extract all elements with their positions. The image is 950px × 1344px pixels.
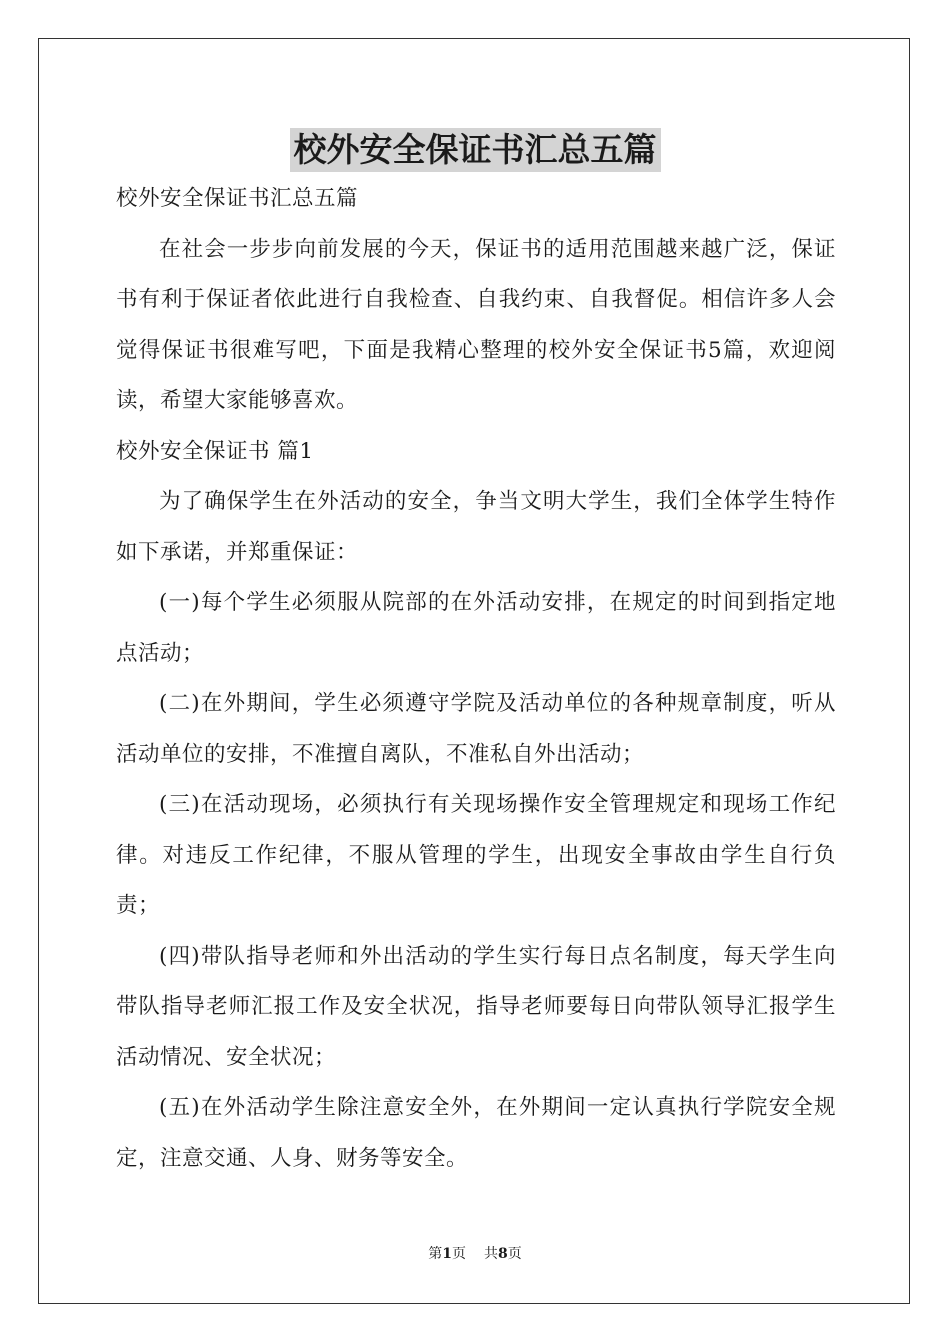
- clause-paragraph-2: (二)在外期间，学生必须遵守学院及活动单位的各种规章制度，听从活动单位的安排，不准擅自离队，不准私自外出活动；: [116, 691, 836, 767]
- section-heading: 校外安全保证书 篇1: [116, 438, 314, 464]
- body-paragraph: 为了确保学生在外活动的安全，争当文明大学生，我们全体学生特作如下承诺，并郑重保证：: [116, 489, 836, 565]
- document-title: [0, 126, 950, 174]
- clause-paragraph-1: (一)每个学生必须服从院部的在外活动安排，在规定的时间到指定地点活动；: [116, 590, 836, 666]
- intro-paragraph: 在社会一步步向前发展的今天，保证书的适用范围越来越广泛，保证书有利于保证者依此进行自我检查、自我约束、自我督促。相信许多人会觉得保证书很难写吧，下面是我精心整理的校外安全保证书5篇，欢迎阅读，希望大家能够喜欢。: [116, 236, 836, 413]
- page-prefix: 第: [428, 1246, 443, 1262]
- total-suffix: 页: [507, 1246, 522, 1262]
- clause-paragraph-4: (四)带队指导老师和外出活动的学生实行每日点名制度，每天学生向带队指导老师汇报工作及安全状况，指导老师要每日向带队领导汇报学生活动情况、安全状况；: [116, 943, 836, 1070]
- page-total: 8: [498, 1246, 508, 1262]
- page-suffix: 页: [452, 1246, 466, 1262]
- document-body: [116, 174, 836, 1184]
- document-title-text: 校外安全保证书汇总五篇: [290, 128, 661, 172]
- page-footer: [0, 1244, 950, 1264]
- total-prefix: 共: [484, 1246, 498, 1262]
- page-current: 1: [442, 1246, 452, 1262]
- clause-paragraph-5: (五)在外活动学生除注意安全外，在外期间一定认真执行学院安全规定，注意交通、人身、财务等安全。: [116, 1095, 836, 1171]
- clause-paragraph-3: (三)在活动现场，必须执行有关现场操作安全管理规定和现场工作纪律。对违反工作纪律，不服从管理的学生，出现安全事故由学生自行负责；: [116, 792, 836, 918]
- subtitle-paragraph: 校外安全保证书汇总五篇: [116, 186, 359, 211]
